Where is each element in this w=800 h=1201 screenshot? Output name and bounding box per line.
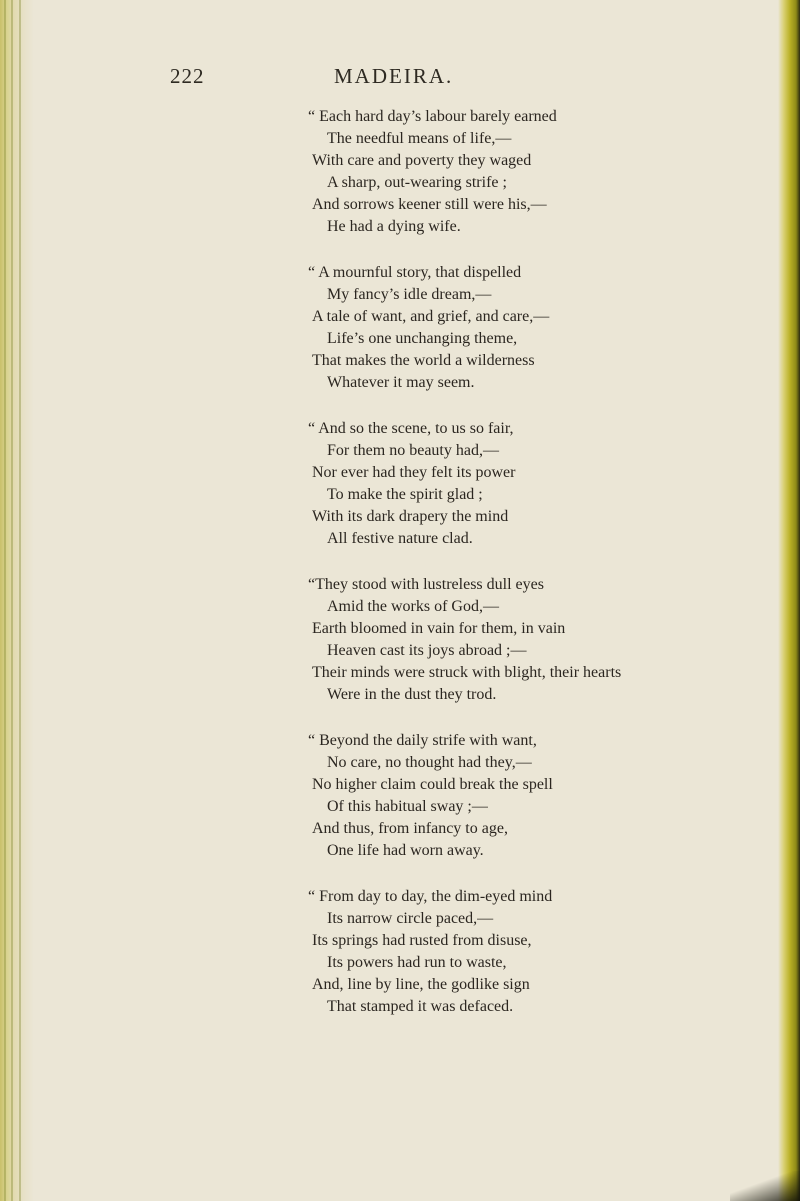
verse-line: One life had worn away. [327,842,484,859]
verse-line: Nor ever had they felt its power [312,464,516,481]
verse-line: The needful means of life,— [327,130,512,147]
verse-line: “ A mournful story, that dispelled [308,264,522,281]
verse-line: “ Each hard day’s labour barely earned [308,108,557,125]
verse-line: That stamped it was defaced. [327,998,514,1015]
verse-line: “ And so the scene, to us so fair, [308,420,514,437]
verse-line: My fancy’s idle dream,— [327,286,492,303]
verse-line: And sorrows keener still were his,— [312,196,547,213]
running-head: MADEIRA. [334,64,454,88]
verse-line: To make the spirit glad ; [327,486,483,503]
verse-line: Earth bloomed in vain for them, in vain [312,620,566,637]
verse-line: Its narrow circle paced,— [327,910,494,927]
page-number: 222 [170,64,205,88]
poem [0,106,780,1042]
verse-line: Amid the works of God,— [327,598,499,615]
stanza [0,574,780,706]
verse-line: No higher claim could break the spell [312,776,553,793]
verse-line: For them no beauty had,— [327,442,499,459]
verse-line: With its dark drapery the mind [312,508,509,525]
verse-line: All festive nature clad. [327,530,473,547]
verse-line: With care and poverty they waged [312,152,532,169]
verse-line: And, line by line, the godlike sign [312,976,530,993]
verse-line: Heaven cast its joys abroad ;— [327,642,527,659]
verse-line: “ From day to day, the dim-eyed mind [308,888,553,905]
stanza [0,262,780,394]
verse-line: Its powers had run to waste, [327,954,507,971]
verse-line: He had a dying wife. [327,218,461,235]
verse-line: Their minds were struck with blight, their hearts [312,664,622,681]
verse-line: Were in the dust they trod. [327,686,497,703]
verse-line: A tale of want, and grief, and care,— [312,308,550,325]
verse-line: “ Beyond the daily strife with want, [308,732,537,749]
verse-line: Of this habitual sway ;— [327,798,488,815]
page-edge [778,0,800,1201]
stanza [0,106,780,238]
verse-line: A sharp, out-wearing strife ; [327,174,507,191]
verse-line: Life’s one unchanging theme, [327,330,518,347]
stanza [0,730,780,862]
stanza [0,418,780,550]
verse-line: No care, no thought had they,— [327,754,532,771]
verse-line: That makes the world a wilderness [312,352,535,369]
verse-line: Its springs had rusted from disuse, [312,932,532,949]
page-corner-shadow [730,1171,800,1201]
verse-line: “They stood with lustreless dull eyes [308,576,544,593]
verse-line: And thus, from infancy to age, [312,820,508,837]
verse-line: Whatever it may seem. [327,374,475,391]
page-header [0,64,800,94]
stanza [0,886,780,1018]
